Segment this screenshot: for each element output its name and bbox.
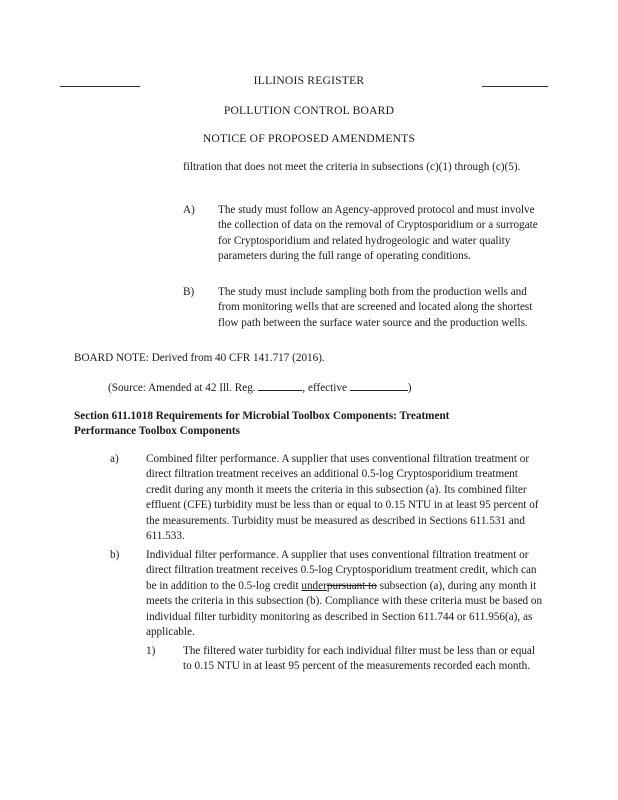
section-b-inserted: under: [301, 579, 327, 592]
item-1-label: 1): [146, 645, 156, 657]
notice-title: NOTICE OF PROPOSED AMENDMENTS: [202, 132, 416, 145]
source-suffix: ): [407, 382, 412, 394]
item-1-text: The filtered water turbidity for each individual filter must be less than or equal to 0.15 NTU in at least 95 percent of the measurements recorded each month.: [183, 645, 535, 673]
source-middle: , effective: [302, 382, 347, 394]
section-b-text: [146, 548, 546, 640]
item-b-text: The study must include sampling both from the production wells and from monitoring wells that are screened and located along the shortest flow path between the surface water source and the production wells.: [218, 286, 533, 329]
section-b-text-before: Individual filter performance. A supplier that uses conventional filtration treatment or direct filtration treatment receives 0.5-log Cryptosporidium treatment credit, which can be in addition to the 0.5-log credit: [146, 549, 537, 592]
source-blank-2: [350, 380, 408, 391]
section-heading: Section 611.1018 Requirements for Microbial Toolbox Components: Treatment Performance Toolbox Components: [74, 410, 450, 438]
source-line: [108, 380, 548, 396]
section-a-label: a): [110, 453, 119, 465]
board-note: BOARD NOTE: Derived from 40 CFR 141.717 (2016).: [74, 352, 325, 364]
section-b-deleted: pursuant to: [326, 579, 377, 592]
section-a-text: Combined filter performance. A supplier that uses conventional filtration treatment or direct filtration treatment receives an additional 0.5-log Cryptosporidium treatment credit during any month it meets the criteria in this subsection (a). Its combined filter effluent (CFE) turbidity must be less than or equal to 0.15 NTU in at least 95 percent of the measurements. Turbidity must be measured as described in Sections 611.531 and 611.533.: [146, 453, 539, 543]
item-a-label: A): [183, 204, 195, 216]
item-b-label: B): [183, 286, 195, 298]
board-title: POLLUTION CONTROL BOARD: [223, 104, 395, 117]
section-b-label: b): [110, 549, 120, 561]
section-b-text-after: subsection (a), during any month it meets the criteria in this subsection (b). Compliance with these criteria must be based on individual filter turbidity monitoring as described in Section 611.744 or 611.956(a), as applicable.: [146, 579, 543, 639]
continuation-paragraph: filtration that does not meet the criteria in subsections (c)(1) through (c)(5).: [183, 161, 521, 173]
source-blank-1: [258, 380, 302, 391]
item-a-text: The study must follow an Agency-approved protocol and must involve the collection of data on the removal of Cryptosporidium or a surrogate for Cryptosporidium and related hydrogeologic and water quality parameters during the full range of operating conditions.: [218, 204, 538, 263]
register-title: ILLINOIS REGISTER: [253, 74, 365, 87]
source-prefix: (Source: Amended at 42 Ill. Reg.: [108, 382, 256, 394]
